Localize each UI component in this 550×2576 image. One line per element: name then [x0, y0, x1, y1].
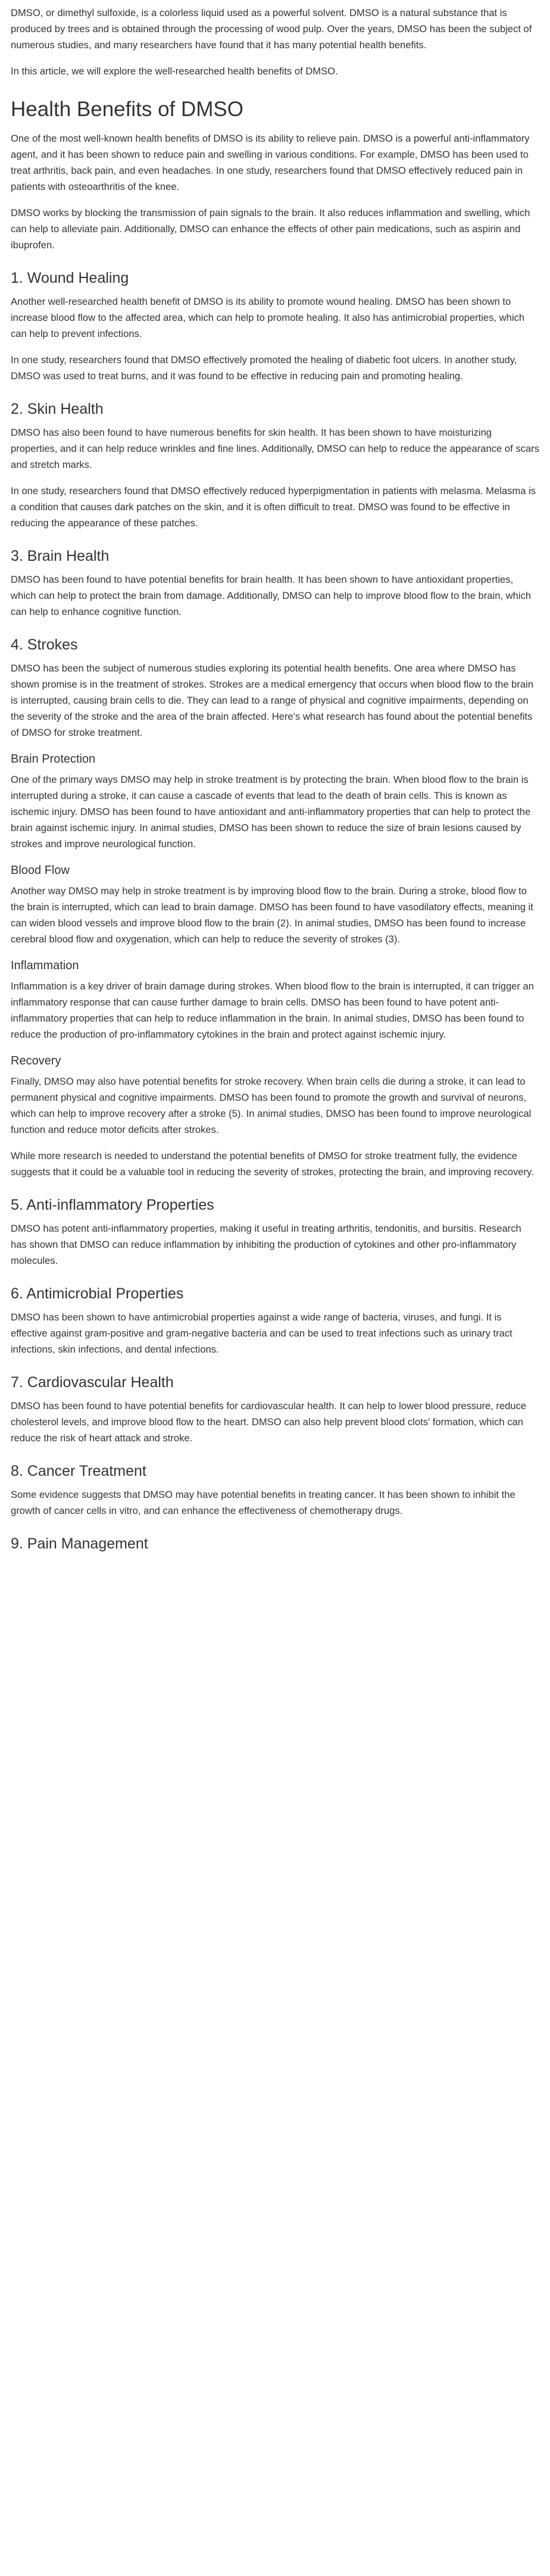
body-paragraph: In one study, researchers found that DMSO effectively reduced hyperpigmentation in patients with melasma. Melasma is a condition that causes dark patches on the skin, and it is often difficult to treat. DMSO was found to be effective in reducing the appearance of these patches.: [11, 485, 536, 529]
section-heading-strokes: 4. Strokes: [11, 636, 78, 653]
section-heading-cancer: 8. Cancer Treatment: [11, 1463, 146, 1479]
body-paragraph: DMSO has been found to have potential benefits for cardiovascular health. It can help to lower blood pressure, reduce cholesterol levels, and improve blood flow to the heart. DMSO can also help prevent blood clots' formation, which can reduce the risk of heart attack and stroke.: [11, 1400, 527, 1444]
body-paragraph: Inflammation is a key driver of brain damage during strokes. When blood flow to the brain is interrupted, it can trigger an inflammatory response that can cause further damage to brain cells. DMSO has been found to have potent anti-inflammatory properties that can help to reduce inflammation in the brain. In animal studies, DMSO has been found to reduce the production of pro-inflammatory cytokines in the brain and protect against ischemic injury.: [11, 981, 534, 1040]
section-heading-wound-healing: 1. Wound Healing: [11, 270, 129, 286]
section-heading-antimicrobial: 6. Antimicrobial Properties: [11, 1285, 184, 1302]
section-heading-cardiovascular: 7. Cardiovascular Health: [11, 1374, 174, 1391]
intro-paragraph: DMSO, or dimethyl sulfoxide, is a colorless liquid used as a powerful solvent. DMSO is a natural substance that is produced by trees and is obtained through the processing of wood pulp. Over the years, DMSO has been the subject of numerous studies, and many researchers have found that it has many potential health benefits.: [11, 7, 532, 51]
section-heading-skin-health: 2. Skin Health: [11, 401, 104, 417]
body-paragraph: DMSO has potent anti-inflammatory properties, making it useful in treating arthritis, tendonitis, and bursitis. Research has shown that DMSO can reduce inflammation by inhibiting the production of cytokines and other pro-inflammatory molecules.: [11, 1223, 521, 1266]
body-paragraph: Finally, DMSO may also have potential benefits for stroke recovery. When brain cells die during a stroke, it can lead to permanent physical and cognitive impairments. DMSO has been found to promote the growth and survival of neurons, which can help to improve recovery after a stroke (5). In animal studies, DMSO has been found to improve neurological function and reduce motor deficits after strokes.: [11, 1076, 532, 1135]
body-paragraph: While more research is needed to understand the potential benefits of DMSO for stroke treatment fully, the evidence suggests that it could be a valuable tool in reducing the severity of strokes, protecting the brain, and improving recovery.: [11, 1150, 534, 1178]
body-paragraph: DMSO has also been found to have numerous benefits for skin health. It has been shown to have moisturizing properties, and it can help reduce wrinkles and fine lines. Additionally, DMSO can help to reduce the appearance of scars and stretch marks.: [11, 427, 539, 470]
intro-paragraph: In this article, we will explore the well-researched health benefits of DMSO.: [11, 65, 338, 77]
body-paragraph: Another well-researched health benefit of DMSO is its ability to promote wound healing. DMSO has been shown to increase blood flow to the affected area, which can help to promote healing. It also has antimicrobial properties, which can help to prevent infections.: [11, 296, 525, 339]
subheading-blood-flow: Blood Flow: [11, 864, 70, 877]
subheading-brain-protection: Brain Protection: [11, 752, 96, 766]
body-paragraph: One of the most well-known health benefits of DMSO is its ability to relieve pain. DMSO is a powerful anti-inflammatory agent, and it has been shown to reduce pain and swelling in various conditions. For example, DMSO has been used to treat arthritis, back pain, and even headaches. In one study, researchers found that DMSO effectively reduced pain in patients with osteoarthritis of the knee.: [11, 133, 530, 192]
subheading-inflammation: Inflammation: [11, 959, 79, 972]
body-paragraph: DMSO has been the subject of numerous studies exploring its potential health benefits. One area where DMSO has shown promise is in the treatment of strokes. Strokes are a medical emergency that occurs when blood flow to the brain is interrupted, causing brain cells to die. They can lead to a range of physical and cognitive impairments, depending on the severity of the stroke and the area of the brain affected. Here's what research has found about the potential benefits of DMSO for stroke treatment.: [11, 663, 534, 738]
subheading-recovery: Recovery: [11, 1054, 61, 1067]
section-heading-anti-inflammatory: 5. Anti-inflammatory Properties: [11, 1197, 214, 1213]
body-paragraph: DMSO works by blocking the transmission of pain signals to the brain. It also reduces inflammation and swelling, which can help to alleviate pain. Additionally, DMSO can enhance the effects of other pain medications, such as aspirin and ibuprofen.: [11, 207, 530, 251]
body-paragraph: DMSO has been found to have potential benefits for brain health. It has been shown to have antioxidant properties, which can help to protect the brain from damage. Additionally, DMSO can help to improve blood flow to the brain, which can help to enhance cognitive function.: [11, 574, 532, 617]
body-paragraph: One of the primary ways DMSO may help in stroke treatment is by protecting the brain. When blood flow to the brain is interrupted during a stroke, it can cause a cascade of events that lead to the death of brain cells. This is known as ischemic injury. DMSO has been found to have antioxidant and anti-inflammatory properties that can help to protect the brain against ischemic injury. In animal studies, DMSO has been shown to reduce the size of brain lesions caused by strokes and improve neurological function.: [11, 774, 531, 850]
body-paragraph: DMSO has been shown to have antimicrobial properties against a wide range of bacteria, viruses, and fungi. It is effective against gram-positive and gram-negative bacteria and can be used to treat infections such as urinary tract infections, skin infections, and dental infections.: [11, 1312, 512, 1355]
main-heading: Health Benefits of DMSO: [11, 98, 243, 121]
section-heading-brain-health: 3. Brain Health: [11, 548, 110, 564]
body-paragraph: In one study, researchers found that DMSO effectively promoted the healing of diabetic foot ulcers. In another study, DMSO was used to treat burns, and it was found to be effective in reducing pain and promoting healing.: [11, 354, 517, 382]
section-heading-pain-management: 9. Pain Management: [11, 1535, 148, 1552]
body-paragraph: Another way DMSO may help in stroke treatment is by improving blood flow to the brain. During a stroke, blood flow to the brain is interrupted, which can lead to brain damage. DMSO has been found to have vasodilatory effects, meaning it can widen blood vessels and improve blood flow to the brain (2). In animal studies, DMSO has been found to increase cerebral blood flow and oxygenation, which can help to reduce the severity of strokes (3).: [11, 885, 533, 945]
body-paragraph: Some evidence suggests that DMSO may have potential benefits in treating cancer. It has been shown to inhibit the growth of cancer cells in vitro, and can enhance the effectiveness of chemotherapy drugs.: [11, 1489, 515, 1516]
